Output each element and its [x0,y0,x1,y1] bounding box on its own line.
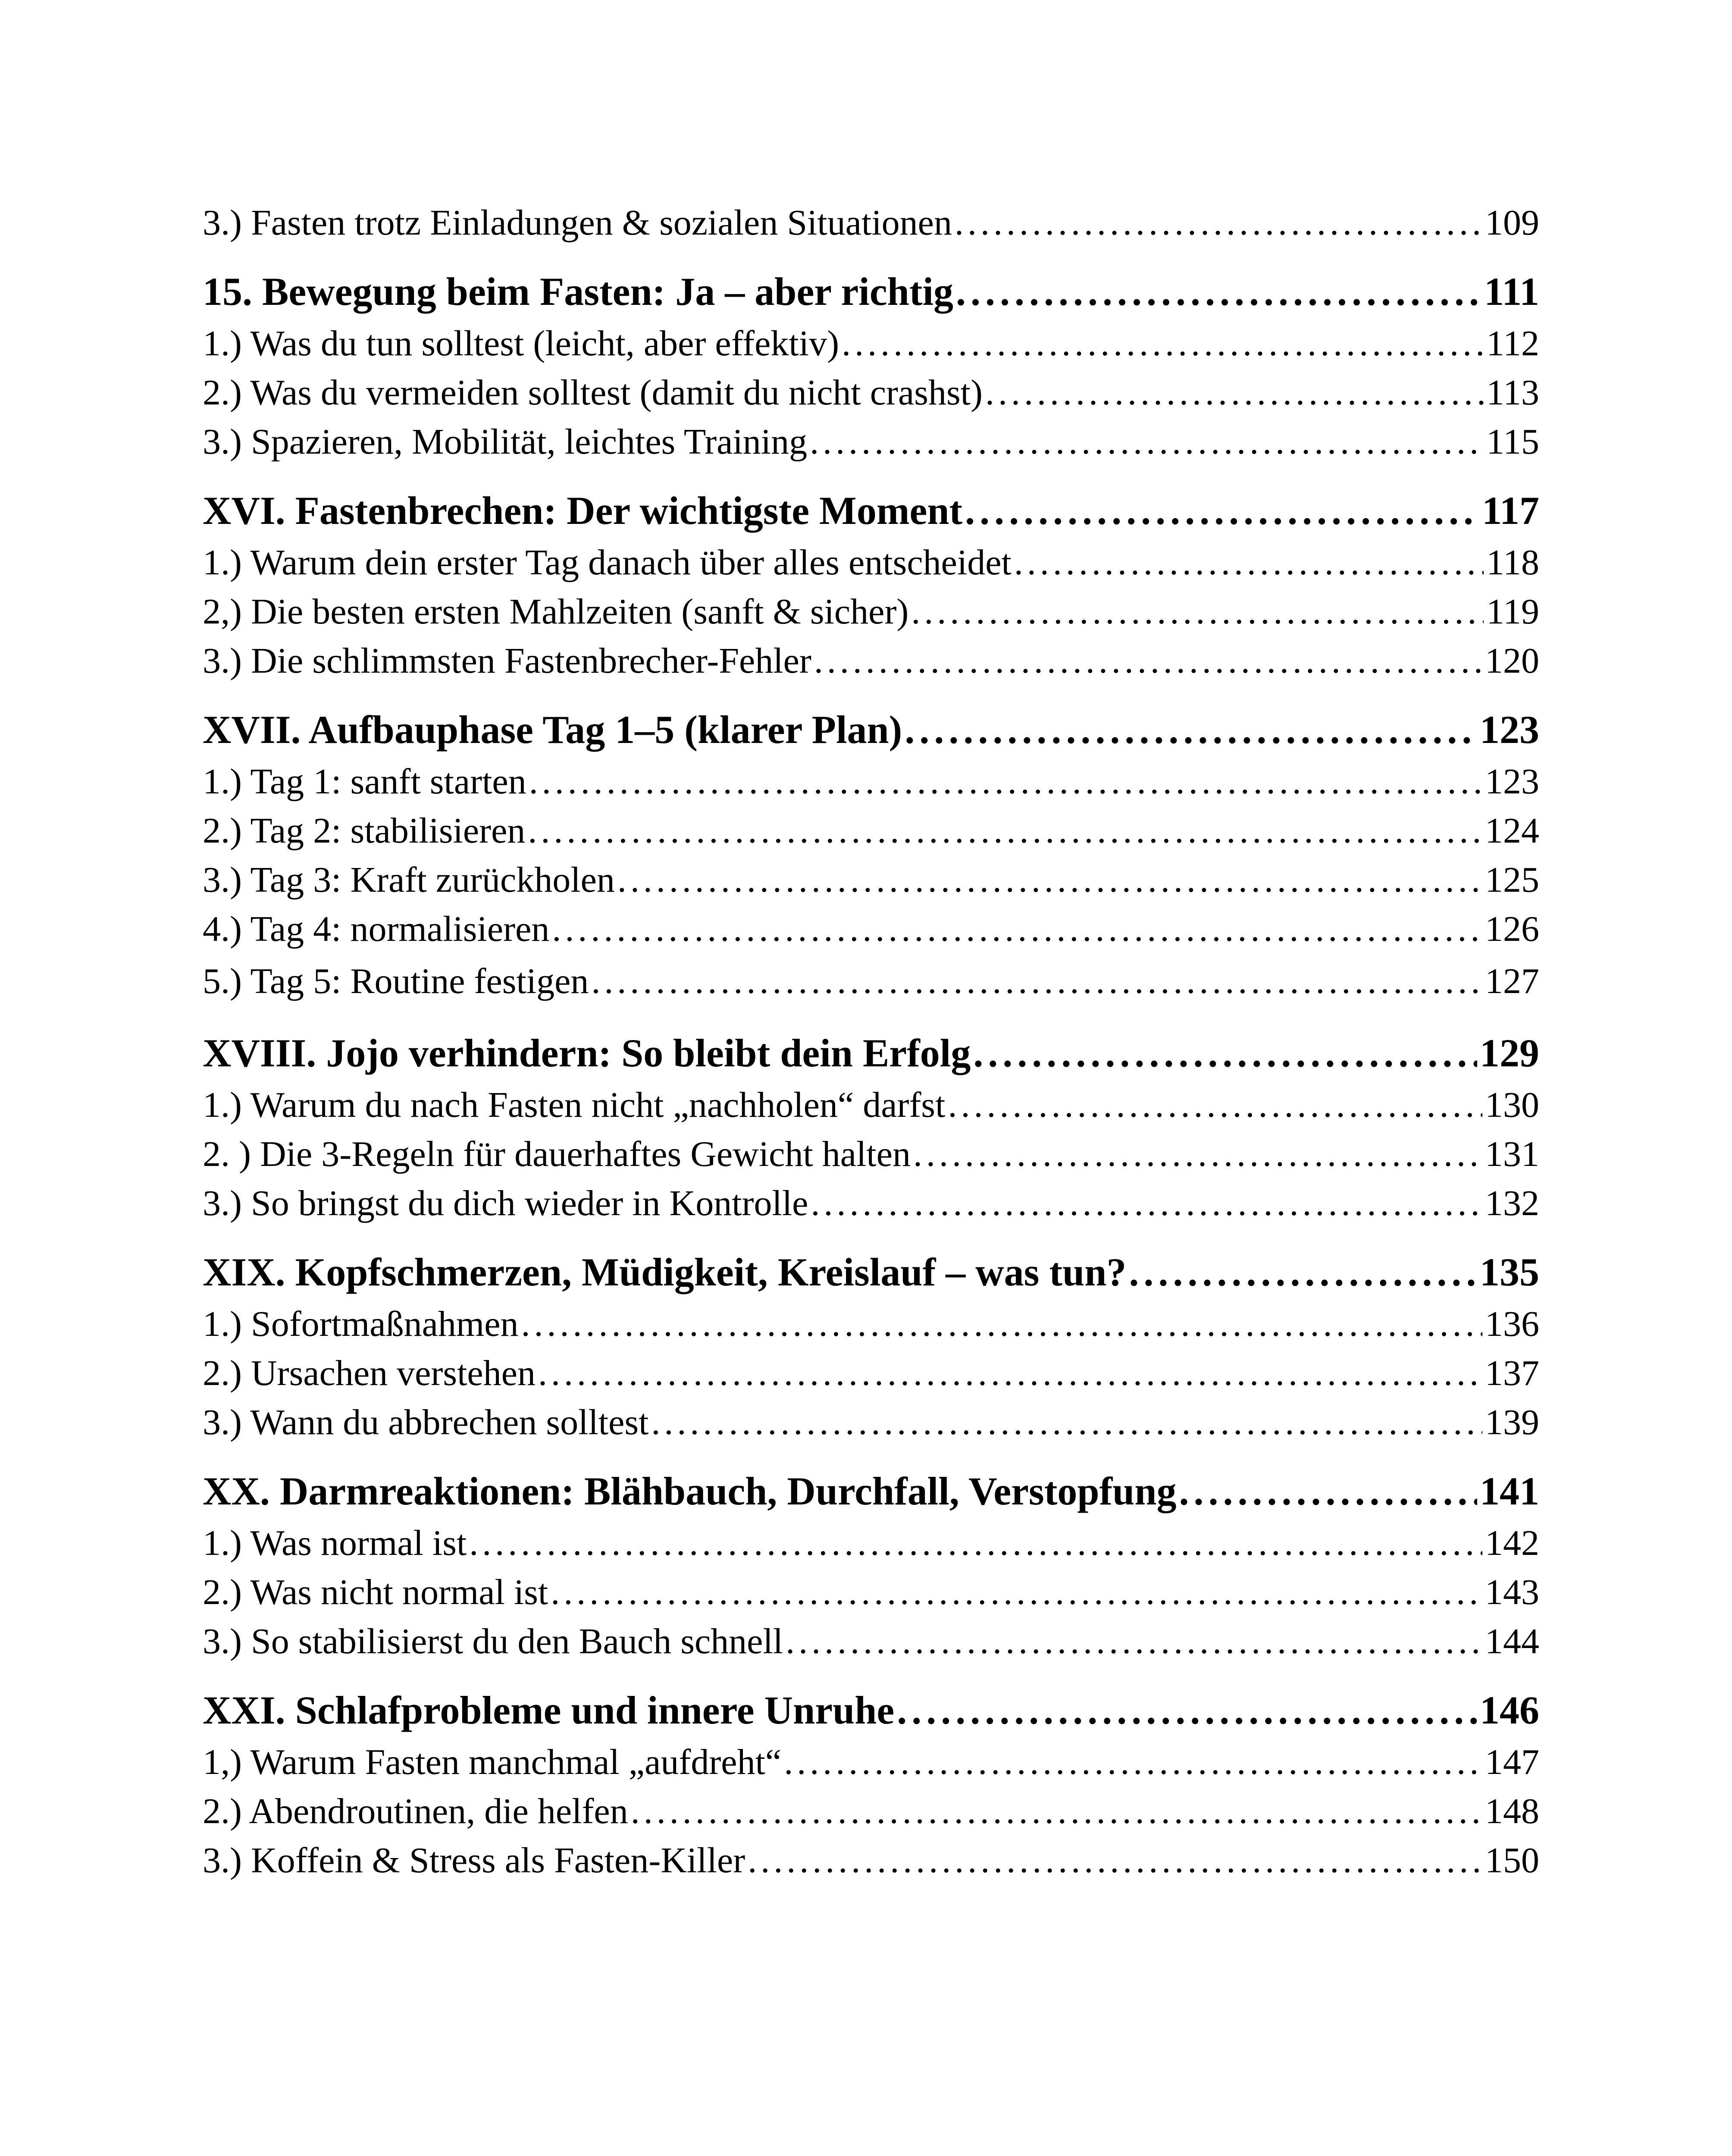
dot-leader [913,1130,1482,1179]
toc-entry-page: 130 [1485,1085,1539,1125]
toc-entry-page: 143 [1485,1572,1539,1612]
toc-entry[interactable] [203,954,1539,1009]
toc-chapter-page: 123 [1480,708,1539,752]
toc-entry-page: 119 [1486,592,1539,632]
dot-leader [1014,538,1484,587]
dot-leader [1179,1463,1478,1519]
dot-leader [617,856,1482,905]
toc-entry-title: 2.) Abendroutinen, die helfen [203,1791,628,1831]
toc-chapter-page: 135 [1480,1250,1539,1294]
toc-entry-page: 124 [1485,811,1539,851]
toc-entry[interactable] [203,1349,1539,1398]
toc-entry-page: 139 [1485,1402,1539,1442]
toc-entry-title: 2.) Ursachen verstehen [203,1353,536,1393]
dot-leader [786,1617,1482,1666]
toc-entry[interactable] [203,1519,1539,1568]
toc-entry-page: 123 [1485,761,1539,802]
toc-chapter-page: 111 [1484,270,1539,313]
toc-entry-page: 144 [1485,1621,1539,1661]
dot-leader [529,757,1482,806]
toc-chapter[interactable] [203,1683,1539,1738]
toc-entry-title: 3.) Spazieren, Mobilität, leichtes Training [203,422,808,462]
toc-chapter[interactable] [203,1025,1539,1081]
dot-leader [897,1683,1477,1738]
toc-entry[interactable] [203,905,1539,954]
toc-entry-page: 131 [1485,1134,1539,1174]
toc-chapter[interactable] [203,483,1539,538]
dot-leader [748,1836,1482,1885]
dot-leader [948,1081,1482,1130]
toc-entry-title: 2.) Was nicht normal ist [203,1572,548,1612]
toc-entry-page: 109 [1485,203,1539,243]
dot-leader [528,806,1482,856]
toc-entry[interactable] [203,538,1539,587]
toc-entry[interactable] [203,636,1539,686]
dot-leader [955,198,1482,248]
toc-entry-page: 147 [1485,1742,1539,1782]
toc-entry[interactable] [203,1398,1539,1447]
dot-leader [814,636,1482,686]
toc-entry[interactable] [203,1081,1539,1130]
toc-chapter-page: 146 [1480,1688,1539,1732]
dot-leader [811,1179,1482,1228]
dot-leader [1129,1244,1477,1300]
dot-leader [469,1519,1482,1568]
dot-leader [521,1300,1483,1349]
dot-leader [911,587,1484,636]
dot-leader [538,1349,1482,1398]
toc-chapter-page: 129 [1480,1031,1539,1075]
dot-leader [956,264,1481,319]
dot-leader [985,368,1484,417]
toc-chapter-page: 117 [1482,489,1539,533]
toc-chapter[interactable] [203,1463,1539,1519]
toc-entry[interactable] [203,587,1539,636]
dot-leader [651,1398,1482,1447]
dot-leader [905,702,1477,757]
toc-entry-page: 112 [1486,323,1539,364]
dot-leader [973,1025,1477,1081]
toc-entry-title: 3.) Fasten trotz Einladungen & sozialen Situationen [203,203,952,243]
toc-entry-title: 5.) Tag 5: Routine festigen [203,961,589,1001]
toc-entry[interactable] [203,1738,1539,1787]
toc-entry-title: 1,) Warum Fasten manchmal „aufdreht“ [203,1742,782,1782]
toc-entry[interactable] [203,806,1539,856]
toc-entry[interactable] [203,1836,1539,1885]
toc-entry[interactable] [203,319,1539,368]
toc-chapter[interactable] [203,264,1539,319]
toc-entry-title: 2.) Tag 2: stabilisieren [203,811,526,851]
toc-entry-page: 118 [1486,542,1539,583]
dot-leader [784,1738,1482,1787]
toc-entry[interactable] [203,1179,1539,1228]
toc-chapter-title: XXI. Schlafprobleme und innere Unruhe [203,1688,895,1732]
toc-chapter-title: XVIII. Jojo verhindern: So bleibt dein Erfolg [203,1031,971,1075]
toc-entry-page: 148 [1485,1791,1539,1831]
toc-entry[interactable] [203,1300,1539,1349]
toc-entry[interactable] [203,368,1539,417]
toc-entry-title: 2. ) Die 3-Regeln für dauerhaftes Gewicht halten [203,1134,911,1174]
toc-entry-page: 125 [1485,860,1539,900]
dot-leader [591,954,1482,1009]
toc-entry-title: 3.) Die schlimmsten Fastenbrecher-Fehler [203,641,811,681]
toc-entry-page: 132 [1485,1183,1539,1223]
toc-entry[interactable] [203,198,1539,248]
toc-chapter-title: XX. Darmreaktionen: Blähbauch, Durchfall, Verstopfung [203,1469,1177,1513]
toc-entry[interactable] [203,856,1539,905]
toc-entry-title: 1.) Sofortmaßnahmen [203,1304,519,1344]
toc-entry-title: 1.) Was du tun solltest (leicht, aber effektiv) [203,323,839,364]
toc-entry[interactable] [203,1568,1539,1617]
dot-leader [552,905,1482,954]
dot-leader [631,1787,1482,1836]
dot-leader [965,483,1479,538]
toc-entry-title: 1.) Warum du nach Fasten nicht „nachholen“ darfst [203,1085,946,1125]
toc-entry[interactable] [203,1787,1539,1836]
toc-entry-title: 3.) So bringst du dich wieder in Kontrolle [203,1183,808,1223]
toc-entry-title: 3.) Tag 3: Kraft zurückholen [203,860,615,900]
toc-entry-page: 120 [1485,641,1539,681]
toc-entry-page: 137 [1485,1353,1539,1393]
toc-entry[interactable] [203,757,1539,806]
toc-entry[interactable] [203,1130,1539,1179]
toc-entry-title: 4.) Tag 4: normalisieren [203,909,550,949]
dot-leader [551,1568,1482,1617]
toc-entry-title: 3.) Wann du abbrechen solltest [203,1402,649,1442]
toc-chapter[interactable] [203,1244,1539,1300]
toc-chapter-page: 141 [1480,1469,1539,1513]
toc-entry-title: 1.) Tag 1: sanft starten [203,761,526,802]
toc-chapter-title: XVI. Fastenbrechen: Der wichtigste Moment [203,489,963,533]
toc-entry-page: 142 [1485,1523,1539,1563]
toc-entry[interactable] [203,417,1539,467]
toc-entry-page: 150 [1485,1840,1539,1880]
toc-chapter[interactable] [203,702,1539,757]
dot-leader [842,319,1484,368]
toc-entry-page: 115 [1486,422,1539,462]
toc-entry-page: 126 [1485,909,1539,949]
toc-entry-page: 113 [1486,373,1539,413]
toc-entry-title: 1.) Warum dein erster Tag danach über alles entscheidet [203,542,1012,583]
table-of-contents [203,198,1539,1885]
toc-chapter-title: XIX. Kopfschmerzen, Müdigkeit, Kreislauf – was tun? [203,1250,1127,1294]
toc-entry-title: 3.) Koffein & Stress als Fasten-Killer [203,1840,745,1880]
toc-chapter-title: 15. Bewegung beim Fasten: Ja – aber richtig [203,270,954,313]
toc-entry-title: 2.) Was du vermeiden solltest (damit du nicht crashst) [203,373,983,413]
toc-entry-title: 2,) Die besten ersten Mahlzeiten (sanft & sicher) [203,592,909,632]
toc-entry-page: 136 [1485,1304,1539,1344]
toc-chapter-title: XVII. Aufbauphase Tag 1–5 (klarer Plan) [203,708,902,752]
dot-leader [810,417,1484,467]
toc-entry-title: 3.) So stabilisierst du den Bauch schnell [203,1621,783,1661]
toc-entry[interactable] [203,1617,1539,1666]
toc-entry-page: 127 [1485,961,1539,1001]
toc-entry-title: 1.) Was normal ist [203,1523,467,1563]
